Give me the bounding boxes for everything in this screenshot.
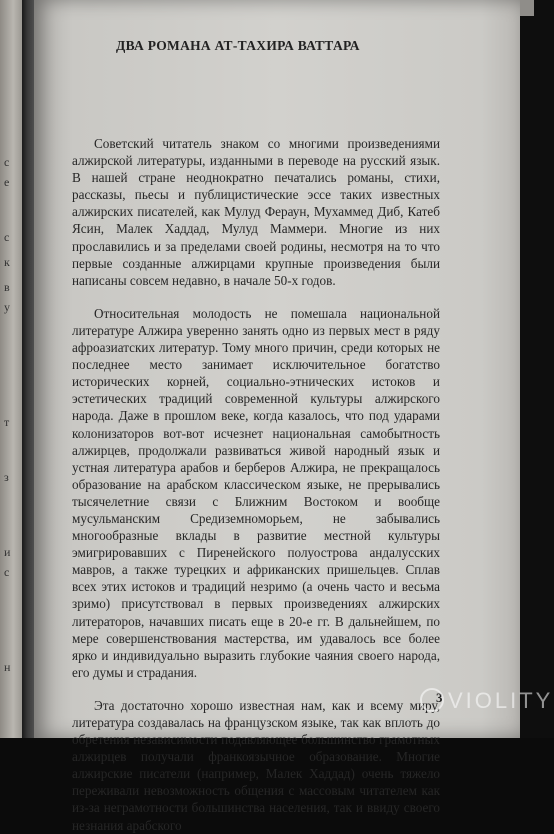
watermark [420, 688, 553, 714]
page-number: 3 [436, 690, 443, 705]
page-corner [520, 0, 534, 16]
page-fragment: е [4, 175, 10, 189]
paragraph: Относительная молодость не помешала национальной литературе Алжира уверенно занять одно из первых мест в ряду афроазиатских литератур. Тому много причин, среди которых не последнее место занимает исключительное богатство исторических корней, социально-этнических истоков и эстетических традиций современной культуры алжирского народа. Даже в прошлом веке, когда казалось, что под ударами колонизаторов вот-вот исчезнет национальная самобытность алжирцев, продолжали развиваться живой народный язык и устная литература арабов и берберов Алжира, не прекращалось образование на арабском классическом языке, не прерывались тысячелетние связи с Ближним Востоком и вообще мусульманским Средиземноморьем, не забывались многообразные вклады в развитие местной культуры эмигрировавших с Пиренейского полуострова андалусских мавров, а также турецких и африканских пришельцев. Сплав всех этих истоков и традиций незримо (а очень часто и весьма зримо) присутствовал в первых произведениях алжирских литераторов, начавших писать еще в 20-е гг. В дальнейшем, по мере совершенствования мастерства, им удавалось все более ярко и индивидуально выразить глубокие чаяния своего народа, его думы и страдания. [72, 305, 440, 680]
page-fragment: в [4, 280, 10, 294]
watermark-text: VIOLITY [448, 688, 554, 713]
page-fragment: к [4, 255, 10, 269]
page-fragment: у [4, 300, 10, 314]
watermark-logo-icon [420, 688, 444, 712]
article-body [72, 135, 440, 834]
dark-background-edge [520, 0, 554, 738]
paragraph: Эта достаточно хорошо известная нам, как и всему миру, литература создавалась на французском языке, так как вплоть до обретения независимости подавляющее большинство грамотных алжирцев получали франкоязычное образование. Многие алжирские писатели (например, Малек Хаддад) очень тяжело переживали невозможность общения с массовым читателем как из-за неграмотности большинства населения, так и ввиду своего незнания арабского [72, 697, 440, 833]
page-fragment: с [4, 565, 10, 579]
paragraph: Советский читатель знаком со многими произведениями алжирской литературы, изданными в переводе на русский язык. В нашей стране неоднократно печатались романы, стихи, рассказы, пьесы и публицистические эссе таких известных алжирских писателей, как Мулуд Фераун, Мухаммед Диб, Катеб Ясин, Малек Хаддад, Мулуд Маммери. Многие из них прославились и за пределами своей родины, несмотря на то что первые созданные алжирцами крупные произведения были написаны совсем недавно, в начале 50-х годов. [72, 136, 440, 288]
page-fragment: и [4, 545, 11, 559]
previous-page-edge [0, 0, 22, 738]
page-fragment: с [4, 155, 10, 169]
page-fragment: т [4, 415, 10, 429]
article-title: ДВА РОМАНА АТ-ТАХИРА ВАТТАРА [116, 38, 360, 53]
page-fragment: з [4, 470, 9, 484]
page-fragment: н [4, 660, 11, 674]
page-fragment: с [4, 230, 10, 244]
